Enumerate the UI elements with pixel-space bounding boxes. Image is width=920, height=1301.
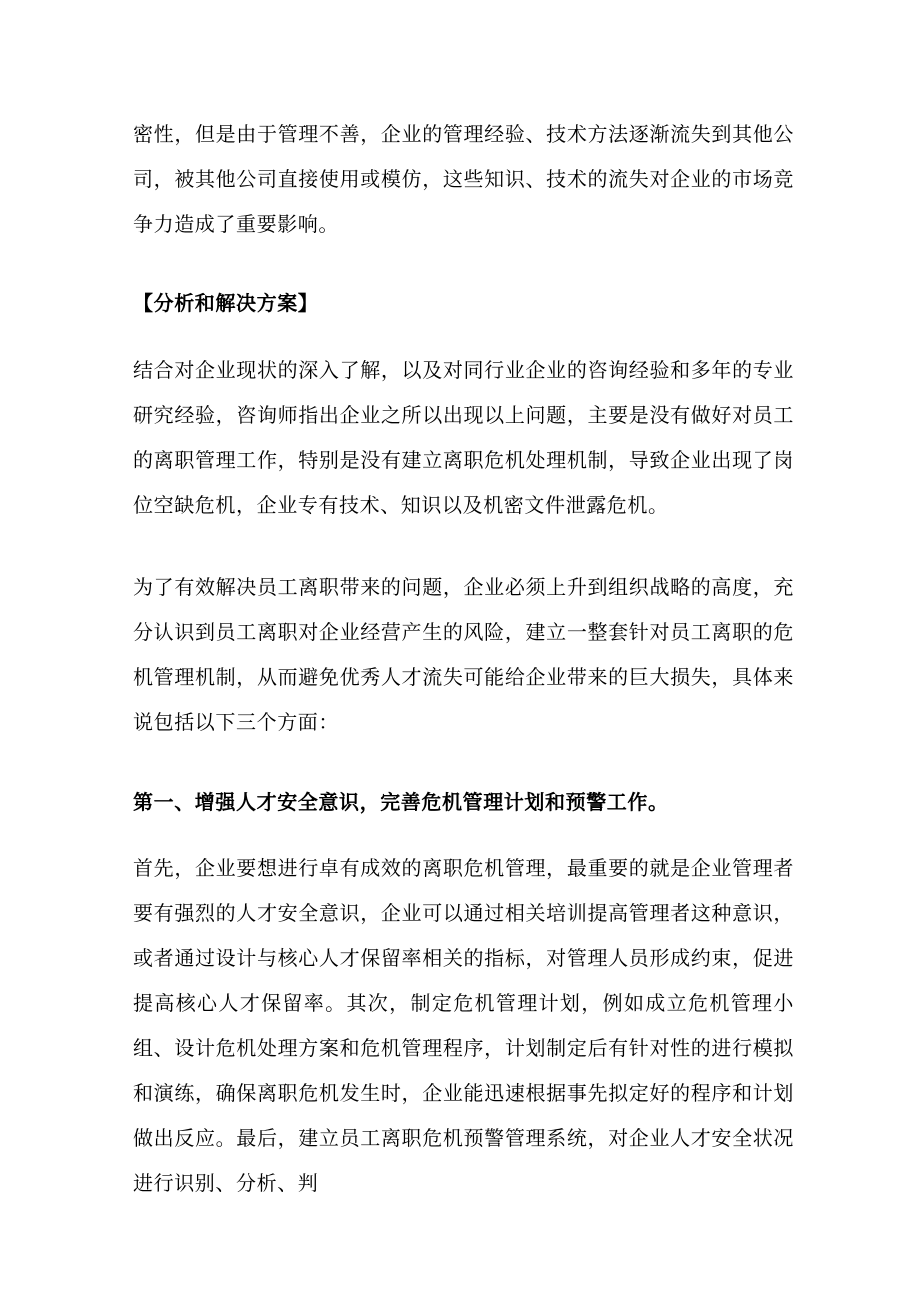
- section-heading-first: 第一、增强人才安全意识，完善危机管理计划和预警工作。: [133, 790, 669, 814]
- paragraph-2: 结合对企业现状的深入了解，以及对同行业企业的咨询经验和多年的专业研究经验，咨询师指出企业之所以出现以上问题，主要是没有做好对员工的离职管理工作，特别是没有建立离职危机处理机制，导致企业出现了岗位空缺危机，企业专有技术、知识以及机密文件泄露危机。: [133, 358, 794, 517]
- paragraph-4: 首先，企业要想进行卓有成效的离职危机管理，最重要的就是企业管理者要有强烈的人才安全意识，企业可以通过相关培训提高管理者这种意识，或者通过设计与核心人才保留率相关的指标，对管理人员形成约束，促进提高核心人才保留率。其次，制定危机管理计划，例如成立危机管理小组、设计危机处理方案和危机管理程序，计划制定后有针对性的进行模拟和演练，确保离职危机发生时，企业能迅速根据事先拟定好的程序和计划做出反应。最后，建立员工离职危机预警管理系统，对企业人才安全状况进行识别、分析、判: [133, 856, 794, 1195]
- paragraph-3: 为了有效解决员工离职带来的问题，企业必须上升到组织战略的高度，充分认识到员工离职对企业经营产生的风险，建立一整套针对员工离职的危机管理机制，从而避免优秀人才流失可能给企业带来的巨大损失，具体来说包括以下三个方面：: [133, 575, 794, 734]
- section-heading-analysis: 【分析和解决方案】: [133, 291, 319, 315]
- paragraph-1: 密性，但是由于管理不善，企业的管理经验、技术方法逐渐流失到其他公司，被其他公司直接使用或模仿，这些知识、技术的流失对企业的市场竞争力造成了重要影响。: [133, 122, 794, 236]
